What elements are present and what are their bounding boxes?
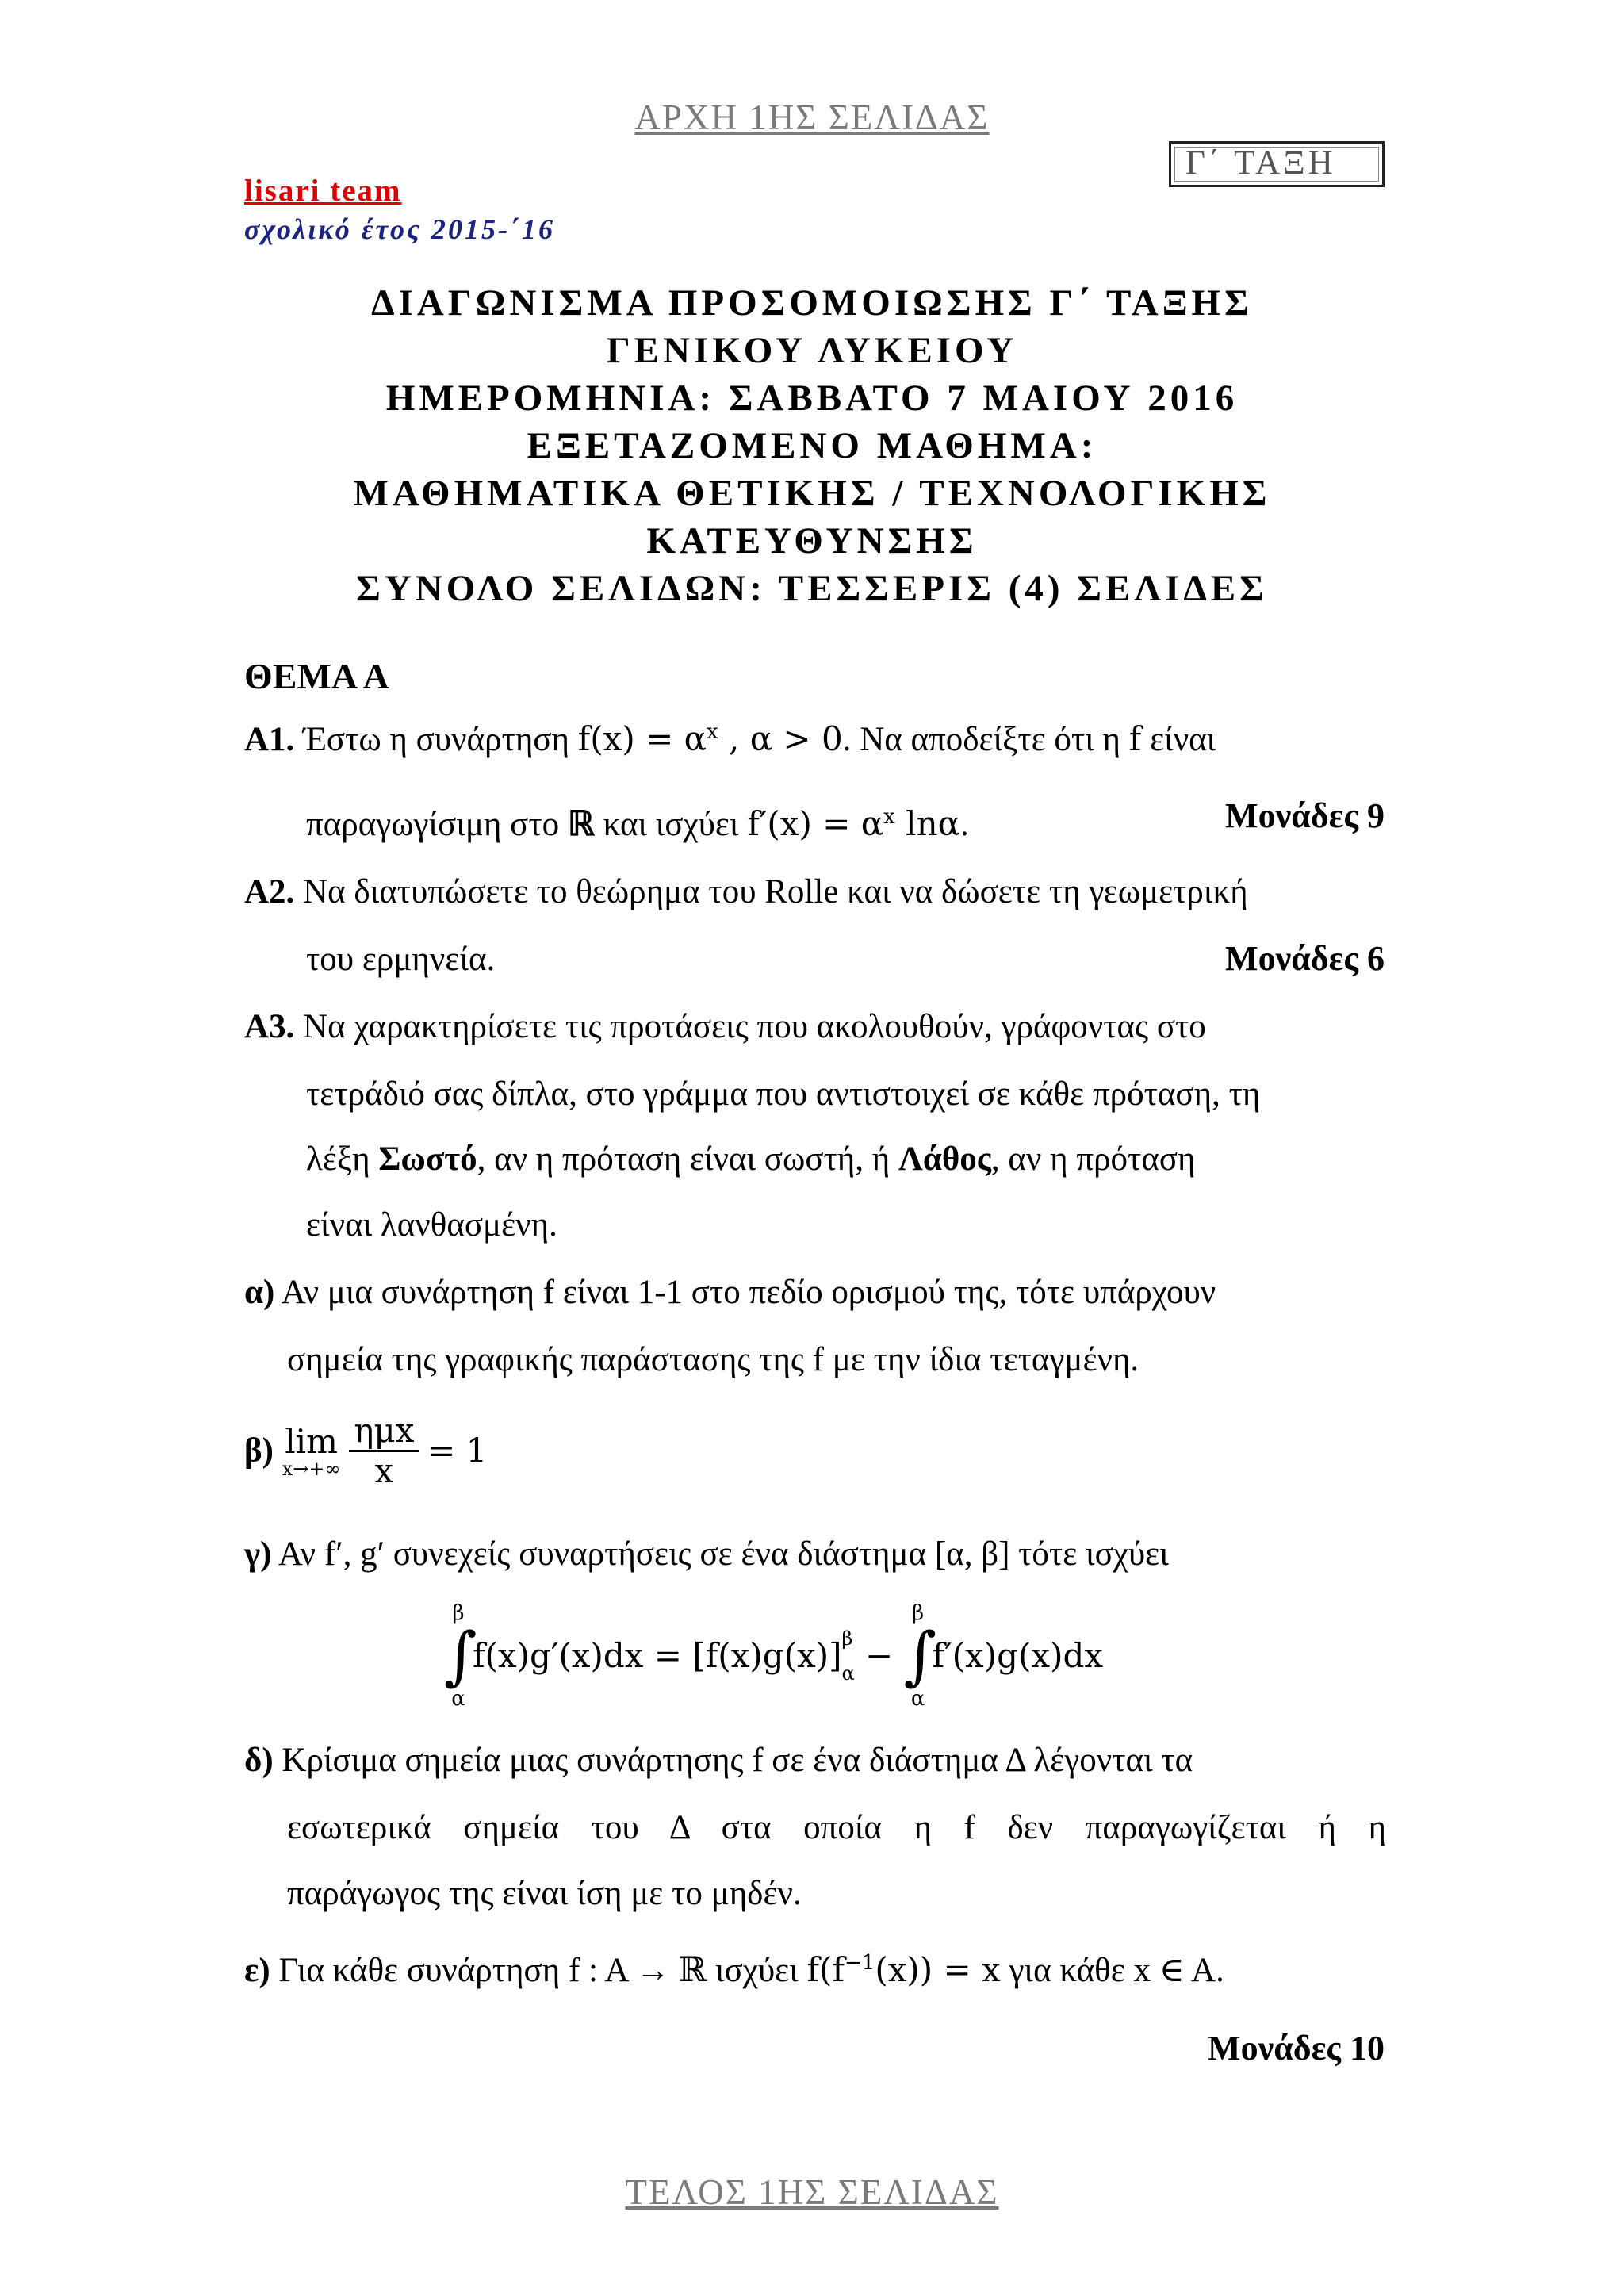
item-delta-label: δ) [244,1742,274,1779]
item-alpha-line-2: σημεία της γραφικής παράστασης της f με την ίδια τεταγμένη. [287,1341,1139,1378]
exam-title [238,279,1386,612]
a1-label: Α1. [244,721,295,758]
a1-text-4: παραγωγίσιμη στο [306,806,568,843]
a3-marks: Μονάδες 10 [1208,2029,1385,2068]
a1-f: f [1128,719,1142,758]
a3-line-4: είναι λανθασμένη. [306,1206,557,1244]
page-end-label: ΤΕΛΟΣ 1ΗΣ ΣΕΛΙΔΑΣ [625,2172,999,2212]
gamma-integral-formula: β ∫ α f(x)g′(x)dx = [f(x)g(x)] β α − β ∫ α f′(x)g(x)dx [444,1601,1104,1711]
item-alpha-label: α) [244,1274,275,1311]
title-line-3: ΗΜΕΡΟΜΗΝΙΑ: ΣΑΒΒΑΤΟ 7 ΜΑΙΟΥ 2016 [385,378,1239,419]
item-epsilon-text-1: Για κάθε συνάρτηση f : A → ℝ ισχύει [270,1952,807,1989]
title-line-4: ΕΞΕΤΑΖΟΜΕΝΟ ΜΑΘΗΜΑ: [527,425,1097,466]
item-beta [244,1412,487,1490]
a1-text-3: είναι [1141,721,1216,758]
page-start-label: ΑΡΧΗ 1ΗΣ ΣΕΛΙΔΑΣ [634,98,990,137]
integral-1: β ∫ α [444,1601,477,1711]
item-epsilon-text-2: για κάθε x ∈ A. [1000,1952,1224,1989]
a3-line-3: λέξη Σωστό, αν η πρόταση είναι σωστή, ή Λάθος, αν η πρόταση [306,1140,1196,1178]
item-alpha-line-1 [244,1273,1216,1313]
a1-text-1: Έστω η συνάρτηση [294,721,578,758]
integral-2: β ∫ α [903,1601,937,1711]
school-year: σχολικό έτος 2015-΄16 [244,213,556,245]
a1-reals: ℝ [567,806,595,843]
a2-text-1: Να διατυπώσετε το θεώρημα του Rolle και να δώσετε τη γεωμετρική [294,873,1248,910]
beta-fraction: $\frac{\text{ημx}}{x}$ [349,1412,419,1490]
title-line-1: ΔΙΑΓΩΝΙΣΜΑ ΠΡΟΣΟΜΟΙΩΣΗΣ Γ΄ ΤΑΞΗΣ [371,282,1253,324]
item-alpha-text-1: Αν μια συνάρτηση f είναι 1-1 στο πεδίο ορισμού της, τότε υπάρχουν [274,1274,1216,1311]
a2-marks: Μονάδες 6 [1225,939,1385,978]
a2-line-2: του ερμηνεία. [306,941,496,978]
item-gamma-label: γ) [244,1535,272,1573]
item-delta-line-2: εσωτερικά σημεία του Δ στα οποία η f δεν παραγωγίζεται ή η [287,1809,1386,1846]
a1-text-2: . Να αποδείξτε ότι η [842,721,1129,758]
class-label-box: Γ΄ ΤΑΞΗ [1169,141,1385,187]
word-correct: Σωστό [378,1140,477,1178]
item-delta-text-1: Κρίσιμα σημεία μιας συνάρτησης f σε ένα διάστημα Δ λέγονται τα [273,1742,1193,1779]
item-delta-line-3: παράγωγος της είναι ίση με το μηδέν. [287,1875,802,1912]
item-epsilon-label: ε) [244,1952,270,1989]
a3-label: Α3. [244,1008,295,1045]
word-wrong: Λάθος [898,1140,991,1178]
a2-line-1 [244,872,1248,912]
item-delta-line-1 [244,1741,1386,1780]
beta-limit: lim x→+∞ [282,1421,341,1480]
epsilon-formula: $f(f^{-1}(x)) = x$ [806,1950,1001,1989]
item-gamma-line-1 [244,1535,1169,1574]
item-beta-label: β) [244,1432,274,1470]
title-line-7: ΣΥΝΟΛΟ ΣΕΛΙΔΩΝ: ΤΕΣΣΕΡΙΣ (4) ΣΕΛΙΔΕΣ [356,568,1268,609]
a1-marks: Μονάδες 9 [1225,796,1385,835]
team-name: lisari team [244,174,402,208]
a1-line-2 [306,797,969,845]
a1-text-5: και ισχύει [594,806,748,843]
item-gamma-text-1: Αν f′, g′ συνεχείς συναρτήσεις σε ένα διάστημα [α, β] τότε ισχύει [271,1535,1169,1573]
a1-formula-2: $f'(x) = \alpha^x$ lnα [747,804,960,843]
a3-line-1 [244,1007,1206,1047]
a1-formula-1: $f(x) = \alpha^x$ , α > 0 [577,719,843,758]
title-line-5: ΜΑΘΗΜΑΤΙΚΑ ΘΕΤΙΚΗΣ / ΤΕΧΝΟΛΟΓΙΚΗΣ [353,473,1271,514]
a2-label: Α2. [244,873,295,910]
item-epsilon [244,1943,1224,1991]
title-line-2: ΓΕΝΙΚΟΥ ΛΥΚΕΙΟΥ [606,330,1018,371]
a3-line-2: τετράδιό σας δίπλα, στο γράμμα που αντιστοιχεί σε κάθε πρόταση, τη [306,1075,1261,1113]
topic-heading: ΘΕΜΑ Α [244,656,389,696]
beta-equals: = 1 [427,1431,488,1470]
a3-text-1: Να χαρακτηρίσετε τις προτάσεις που ακολουθούν, γράφοντας στο [294,1008,1206,1045]
title-line-6: ΚΑΤΕΥΘΥΝΣΗΣ [646,520,978,562]
a1-period: . [959,806,969,843]
a1-line-1 [244,712,1216,760]
